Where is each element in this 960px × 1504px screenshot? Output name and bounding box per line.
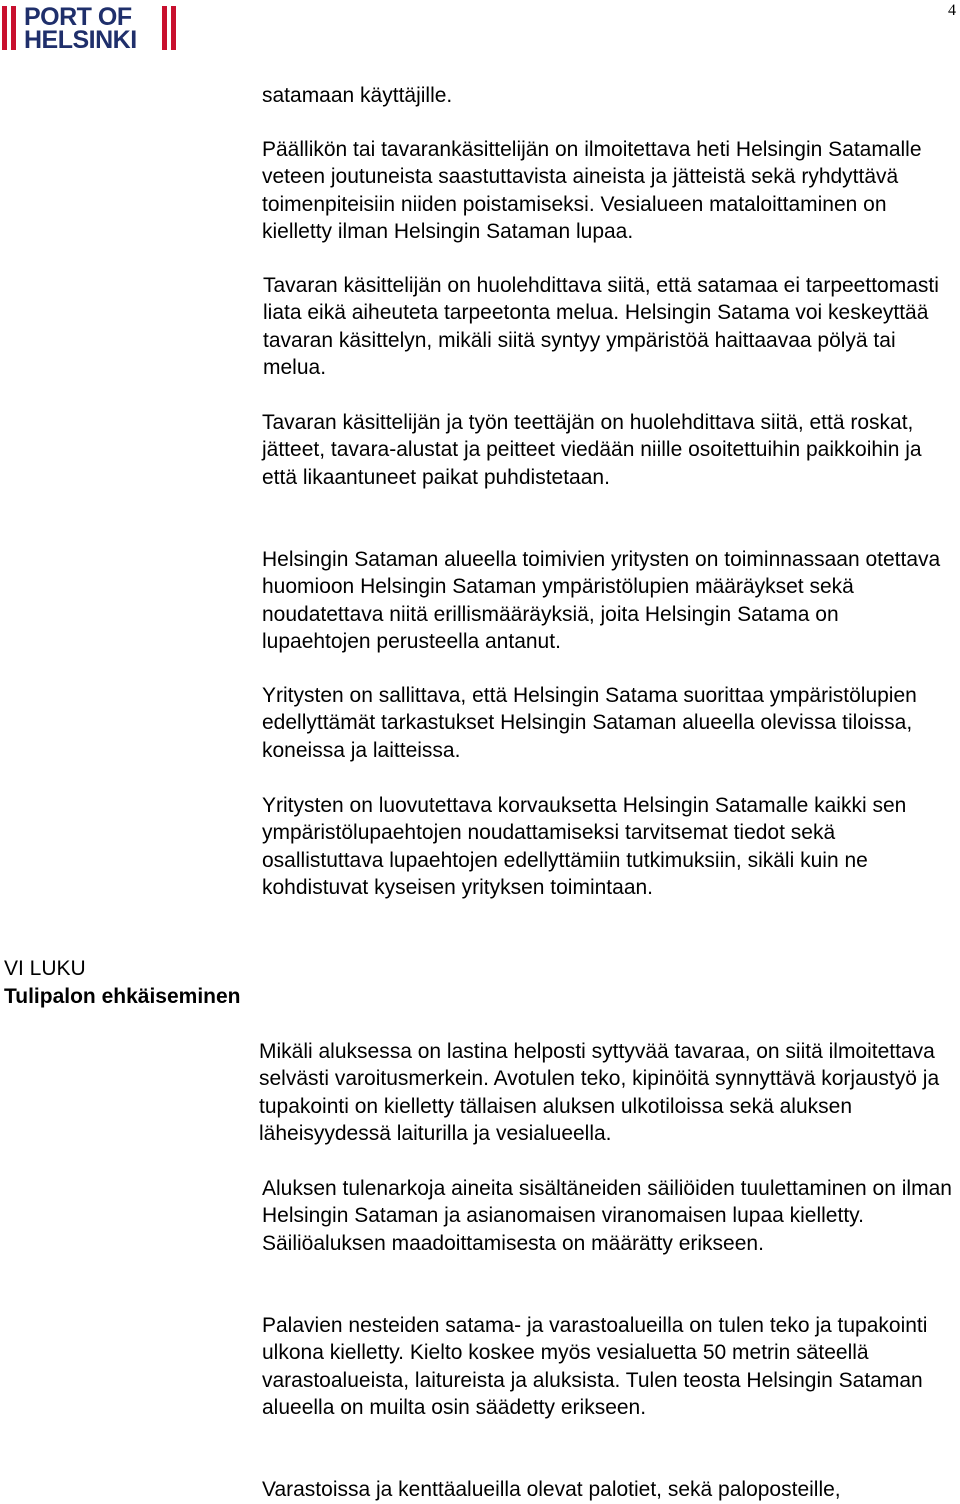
chapter-heading xyxy=(4,955,241,1011)
page-number: 4 xyxy=(948,2,956,19)
logo-line-2: HELSINKI xyxy=(24,26,137,54)
chapter-paragraph-1: Mikäli aluksessa on lastina helposti syttyvää tavaraa, on siitä ilmoitettava selvästi varoitusmerkein. Avotulen teko, kipinöitä synnyttävä korjaustyö ja tupakointi on kielletty tällaisen aluksen ulkotiloissa sekä aluksen läheisyydessä laiturilla ja vesialueella. xyxy=(259,1040,940,1145)
paragraph-2: Päällikön tai tavarankäsittelijän on ilmoitettava heti Helsingin Satamalle veteen joutuneista saastuttavista aineista ja jätteistä sekä ryhdyttävä toimenpiteisiin niiden poistamiseksi. Vesialueen mataloittaminen on kielletty ilman Helsingin Sataman lupaa. xyxy=(262,138,922,243)
logo-bar-right-1 xyxy=(162,6,167,50)
paragraph-3: Tavaran käsittelijän on huolehdittava siitä, että satamaa ei tarpeettomasti liata eikä aiheuteta tarpeetonta melua. Helsingin Satama voi keskeyttää tavaran käsittelyn, mikäli siitä syntyy ympäristöä haittaavaa pölyä tai melua. xyxy=(263,274,939,379)
paragraph-5: Helsingin Sataman alueella toimivien yritysten on toiminnassaan otettava huomioon Helsingin Sataman ympäristölupien määräykset sekä noudatettava niitä erillismääräyksiä, joita Helsingin Satama on lupaehtojen perusteella antanut. xyxy=(262,548,941,653)
paragraph-4: Tavaran käsittelijän ja työn teettäjän on huolehdittava siitä, että roskat, jätteet, tavara-alustat ja peitteet viedään niille osoitettuihin paikkoihin ja että likaantuneet paikat puhdistetaan. xyxy=(262,411,922,489)
chapter-paragraph-2: Aluksen tulenarkoja aineita sisältäneiden säiliöiden tuulettaminen on ilman Helsingin Sataman ja asianomaisen viranomaisen lupaa kielletty. Säiliöaluksen maadoittamisesta on määrätty erikseen. xyxy=(262,1177,952,1255)
logo-bar-right-2 xyxy=(171,6,176,50)
port-of-helsinki-logo xyxy=(2,4,182,52)
chapter-number: VI LUKU xyxy=(4,957,86,980)
chapter-title: Tulipalon ehkäiseminen xyxy=(4,985,241,1008)
paragraph-7: Yritysten on luovutettava korvauksetta Helsingin Satamalle kaikki sen ympäristölupaehtojen noudattamiseksi tarvitsemat tiedot sekä osallistuttava lupaehtojen edellyttämiin tutkimuksiin, sikäli kuin ne kohdistuvat kyseisen yrityksen toimintaan. xyxy=(262,794,907,899)
logo-bar-left-1 xyxy=(2,6,7,50)
logo-bar-left-2 xyxy=(11,6,16,50)
paragraph-1: satamaan käyttäjille. xyxy=(262,84,453,107)
paragraph-6: Yritysten on sallittava, että Helsingin Satama suorittaa ympäristölupien edellyttämät tarkastukset Helsingin Sataman alueella olevissa tiloissa, koneissa ja laitteissa. xyxy=(262,684,917,762)
chapter-paragraph-4: Varastoissa ja kenttäalueilla olevat palotiet, sekä paloposteille, xyxy=(262,1478,841,1501)
logo-line-1: PORT OF xyxy=(24,3,132,31)
chapter-paragraph-3: Palavien nesteiden satama- ja varastoalueilla on tulen teko ja tupakointi ulkona kielletty. Kielto koskee myös vesialuetta 50 metrin säteellä varastoalueista, laitureista ja aluksista. Tulen teosta Helsingin Sataman alueella on muilta osin säädetty erikseen. xyxy=(262,1314,928,1419)
